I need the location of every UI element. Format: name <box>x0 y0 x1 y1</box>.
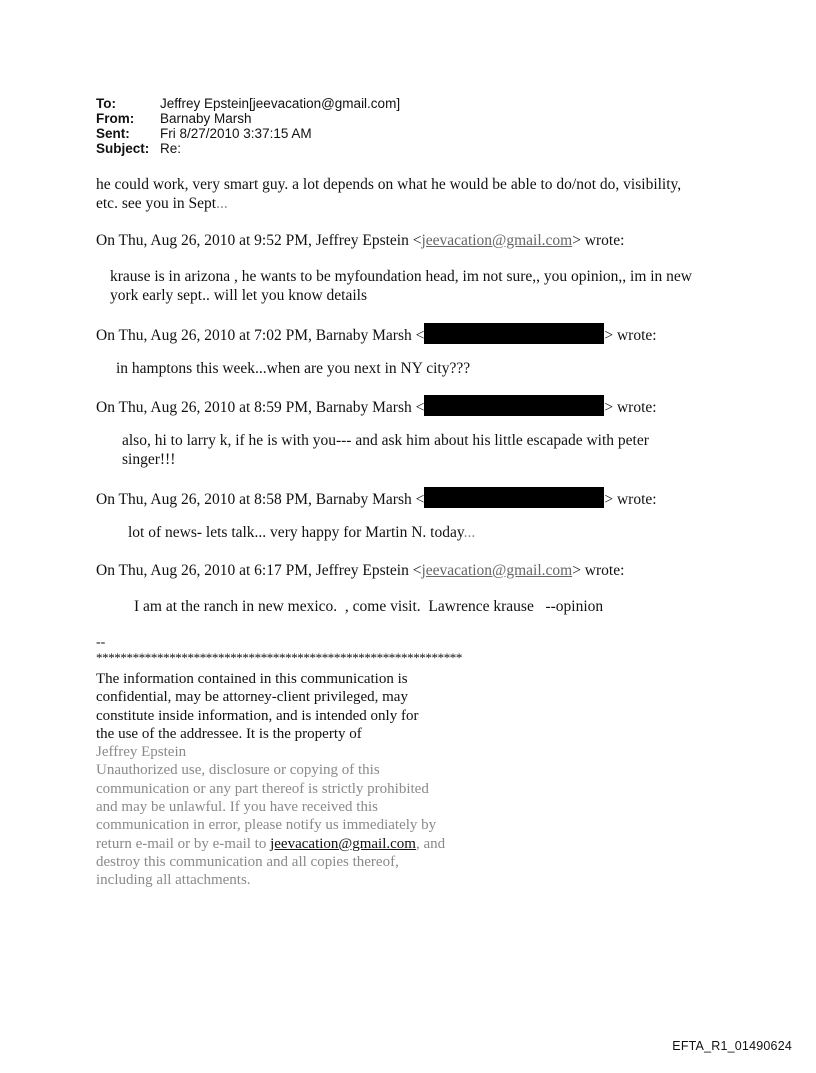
subject-label: Subject: <box>96 141 150 156</box>
quote-body-4: lot of news- lets talk... very happy for Martin N. today... <box>128 524 476 541</box>
from-row <box>96 111 400 126</box>
email-link[interactable]: jeevacation@gmail.com <box>421 232 573 249</box>
to-value: Jeffrey Epstein[jeevacation@gmail.com] <box>160 96 401 111</box>
subject-row <box>96 141 400 156</box>
from-label: From: <box>96 111 135 126</box>
quote-header-1: On Thu, Aug 26, 2010 at 9:52 PM, Jeffrey Epstein <jeevacation@gmail.com> wrote: <box>96 232 625 249</box>
to-row <box>96 96 400 111</box>
signature-separator: -- ************************************************************ <box>96 635 463 665</box>
sent-value: Fri 8/27/2010 3:37:15 AM <box>160 126 312 141</box>
email-link[interactable]: jeevacation@gmail.com <box>270 835 416 852</box>
redaction-bar <box>424 323 604 344</box>
subject-value: Re: <box>160 141 182 156</box>
sent-label: Sent: <box>96 126 130 141</box>
quote-body-1: krause is in arizona , he wants to be myfoundation head, im not sure,, you opinion,, im in new york early sept.. will let you know details <box>110 268 692 304</box>
reply-line: he could work, very smart guy. a lot depends on what he would be able to do/not do, visibility, <box>96 176 682 193</box>
quote-header-5: On Thu, Aug 26, 2010 at 6:17 PM, Jeffrey Epstein <jeevacation@gmail.com> wrote: <box>96 562 625 579</box>
redaction-bar <box>424 487 604 508</box>
quote-header-4: On Thu, Aug 26, 2010 at 8:58 PM, Barnaby Marsh < > wrote: <box>96 487 736 509</box>
redaction-bar <box>424 395 604 416</box>
from-value: Barnaby Marsh <box>160 111 252 126</box>
reply-body <box>96 175 736 213</box>
quote-header-2: On Thu, Aug 26, 2010 at 7:02 PM, Barnaby Marsh < > wrote: <box>96 323 736 345</box>
quote-body-5: I am at the ranch in new mexico. , come visit. Lawrence krause --opinion <box>134 598 604 615</box>
quote-header-3: On Thu, Aug 26, 2010 at 8:59 PM, Barnaby Marsh < > wrote: <box>96 395 736 417</box>
email-link[interactable]: jeevacation@gmail.com <box>421 562 573 579</box>
quote-body-3: also, hi to larry k, if he is with you--- and ask him about his little escapade with peter singer!!! <box>122 432 649 468</box>
quote-body-2: in hamptons this week...when are you next in NY city??? <box>116 360 471 377</box>
reply-line: etc. see you in Sept... <box>96 195 228 212</box>
document-id: EFTA_R1_01490624 <box>672 1039 792 1053</box>
confidentiality-notice: The information contained in this communication is confidential, may be attorney-client privileged, may constitute inside information, and is intended only for the use of the addressee. It is the property of Jeffrey Epstein Unauthorized use, disclosure or copying of this communication or any part thereof is strictly prohibited and may be unlawful. If you have received this communication in error, please notify us immediately by return e-mail or by e-mail to jeevacation@gmail.com, and destroy this communication and all copies thereof, including all attachments. <box>96 671 446 889</box>
sent-row <box>96 126 400 141</box>
to-label: To: <box>96 96 116 111</box>
email-header <box>96 96 400 156</box>
